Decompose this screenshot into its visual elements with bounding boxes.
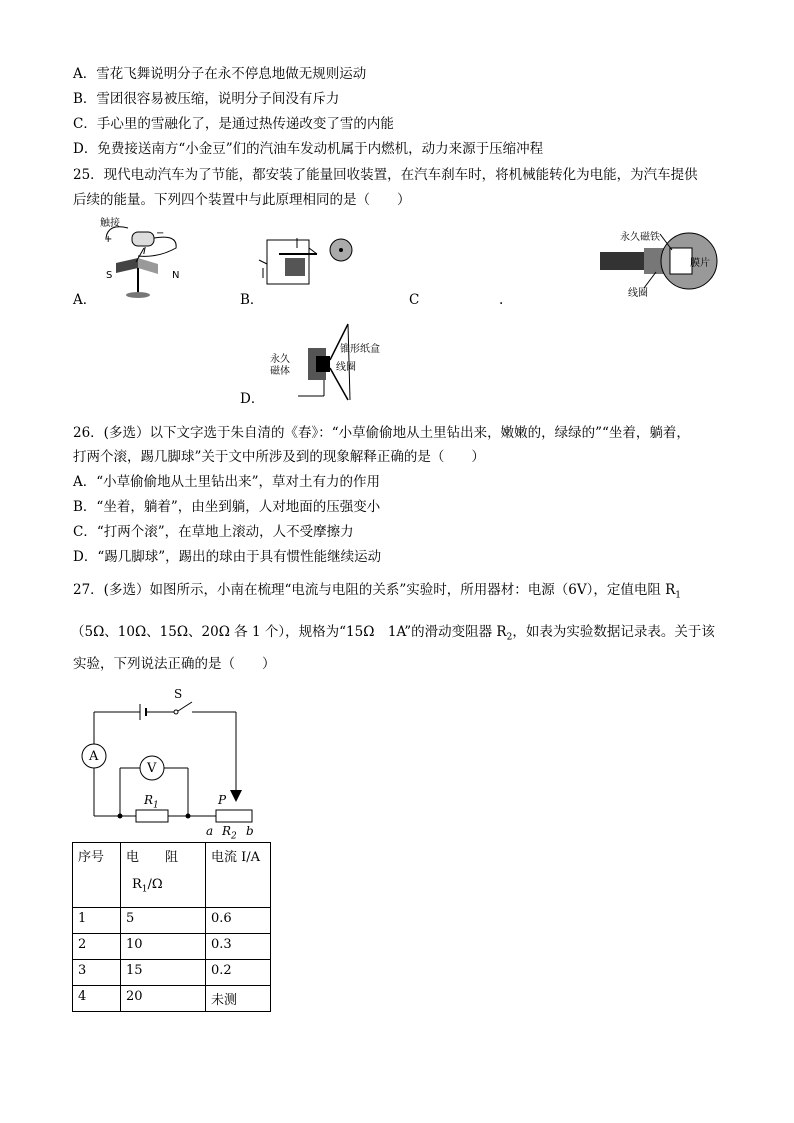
- circuit-switch-label: S: [174, 687, 183, 701]
- q24-option-a: A．雪花飞舞说明分子在永不停息地做无规则运动: [73, 66, 367, 82]
- circuit-r1-sub: 1: [153, 800, 159, 811]
- table-cell: 3: [73, 960, 121, 986]
- table-cell: 0.3: [206, 934, 271, 960]
- figure-b-electromagnet: [255, 234, 365, 294]
- table-cell: 0.6: [206, 908, 271, 934]
- fig-a-minus-label: −: [156, 228, 165, 239]
- table-header-r-unit: /Ω: [147, 877, 163, 892]
- table-cell: 0.2: [206, 960, 271, 986]
- circuit-voltmeter-label: V: [147, 761, 157, 776]
- circuit-end-a-label: a: [206, 824, 214, 838]
- data-table: [72, 842, 271, 1012]
- circuit-r1-text: R: [144, 793, 154, 807]
- table-header-resistance-unit: [126, 877, 200, 895]
- q25-label-c: C: [409, 292, 420, 308]
- q24-option-d: D．免费接送南方“小金豆”们的汽油车发动机属于内燃机，动力来源于压缩冲程: [73, 141, 544, 157]
- q27-stem-line2-sub: 2: [506, 632, 513, 643]
- q25-label-b: B．: [240, 292, 264, 308]
- q24-option-b: B．雪团很容易被压缩，说明分子间没有斥力: [73, 91, 340, 107]
- table-cell: 1: [73, 908, 121, 934]
- figure-d-speaker: [270, 322, 408, 406]
- table-cell: 20: [121, 986, 206, 1012]
- figure-a-generator: [98, 218, 188, 303]
- q25-stem-line2: 后续的能量。下列四个装置中与此原理相同的是（ ）: [73, 192, 411, 208]
- table-cell: 5: [121, 908, 206, 934]
- fig-c-film-label: 膜片: [690, 258, 710, 269]
- circuit-r1-label: [144, 792, 159, 813]
- q25-label-d: D．: [240, 391, 265, 407]
- table-header-resistance-text: 电 阻: [126, 850, 179, 865]
- figure-c-microphone: [594, 228, 724, 303]
- fig-d-cone-label: 锥形纸盒: [340, 344, 380, 355]
- q27-stem-line2-tail: ，如表为实验数据记录表。关于该: [512, 624, 715, 640]
- fig-d-magnet-label2: 磁体: [270, 366, 290, 377]
- fig-d-magnet-label: 永久: [270, 354, 290, 365]
- table-header-r-sub: 1: [141, 884, 148, 895]
- circuit-end-b-label: b: [246, 824, 254, 838]
- table-row: [73, 960, 271, 986]
- table-header-index: 序号: [73, 843, 121, 908]
- circuit-r2-text: R: [222, 824, 232, 838]
- circuit-diagram: [78, 684, 268, 842]
- table-cell: 10: [121, 934, 206, 960]
- table-header-resistance: [121, 843, 206, 908]
- table-header-r: R: [132, 877, 142, 892]
- q26-stem-line2: 打两个滚，踢几脚球”关于文中所涉及到的现象解释正确的是（ ）: [73, 449, 485, 465]
- q26-option-c: C．“打两个滚”，在草地上滚动，人不受摩擦力: [73, 524, 354, 540]
- table-cell: 2: [73, 934, 121, 960]
- q27-stem-line3: 实验，下列说法正确的是（ ）: [73, 656, 276, 672]
- q26-option-a: A．“小草偷偷地从土里钻出来”，草对土有力的作用: [73, 474, 381, 490]
- q27-stem-line2-text: （5Ω、10Ω、15Ω、20Ω 各 1 个），规格为“15Ω 1A”的滑动变阻器 R: [71, 624, 507, 640]
- table-row: [73, 934, 271, 960]
- q25-label-a: A．: [73, 292, 97, 308]
- table-header-row: [73, 843, 271, 908]
- q26-stem-line1: 26．(多选）以下文字选于朱自清的《春》：“小草偷偷地从土里钻出来，嫩嫩的，绿绿的”“坐着，躺着，: [73, 425, 690, 441]
- q27-stem-line2: [71, 622, 715, 648]
- q26-option-d: D．“踢几脚球”，踢出的球由于具有惯性能继续运动: [73, 549, 382, 565]
- fig-c-magnet-label: 永久磁铁: [620, 232, 660, 243]
- table-row: [73, 908, 271, 934]
- q27-stem-line1-sub: 1: [675, 590, 682, 601]
- q26-option-b: B．“坐着，躺着”，由坐到躺，人对地面的压强变小: [73, 499, 381, 515]
- circuit-r2-sub: 2: [231, 831, 237, 842]
- fig-a-touch-label: 触接: [100, 218, 120, 229]
- fig-a-s-label: S: [106, 270, 113, 281]
- q27-stem-line1-text: 27．(多选）如图所示，小南在梳理“电流与电阻的关系”实验时，所用器材：电源（6V），定值电阻 R: [73, 582, 676, 598]
- table-cell: 4: [73, 986, 121, 1012]
- q24-option-c: C．手心里的雪融化了，是通过热传递改变了雪的内能: [73, 116, 394, 132]
- q25-label-dot: .: [499, 292, 504, 308]
- table-cell: 15: [121, 960, 206, 986]
- circuit-slider-label: P: [218, 793, 227, 807]
- table-cell: 未测: [206, 986, 271, 1012]
- table-header-current: 电流 I/A: [206, 843, 271, 908]
- fig-c-coil-label: 线圈: [628, 288, 648, 299]
- fig-a-plus-label: +: [104, 234, 113, 245]
- fig-a-n-label: N: [172, 270, 180, 281]
- fig-a-current-label: I: [143, 246, 146, 257]
- circuit-ammeter-label: A: [89, 749, 99, 764]
- q27-stem-line1: [73, 580, 681, 606]
- fig-d-coil-label: 线圈: [336, 362, 356, 373]
- q25-stem-line1: 25．现代电动汽车为了节能，都安装了能量回收装置，在汽车刹车时，将机械能转化为电能，为汽车提供: [73, 167, 698, 183]
- table-row: [73, 986, 271, 1012]
